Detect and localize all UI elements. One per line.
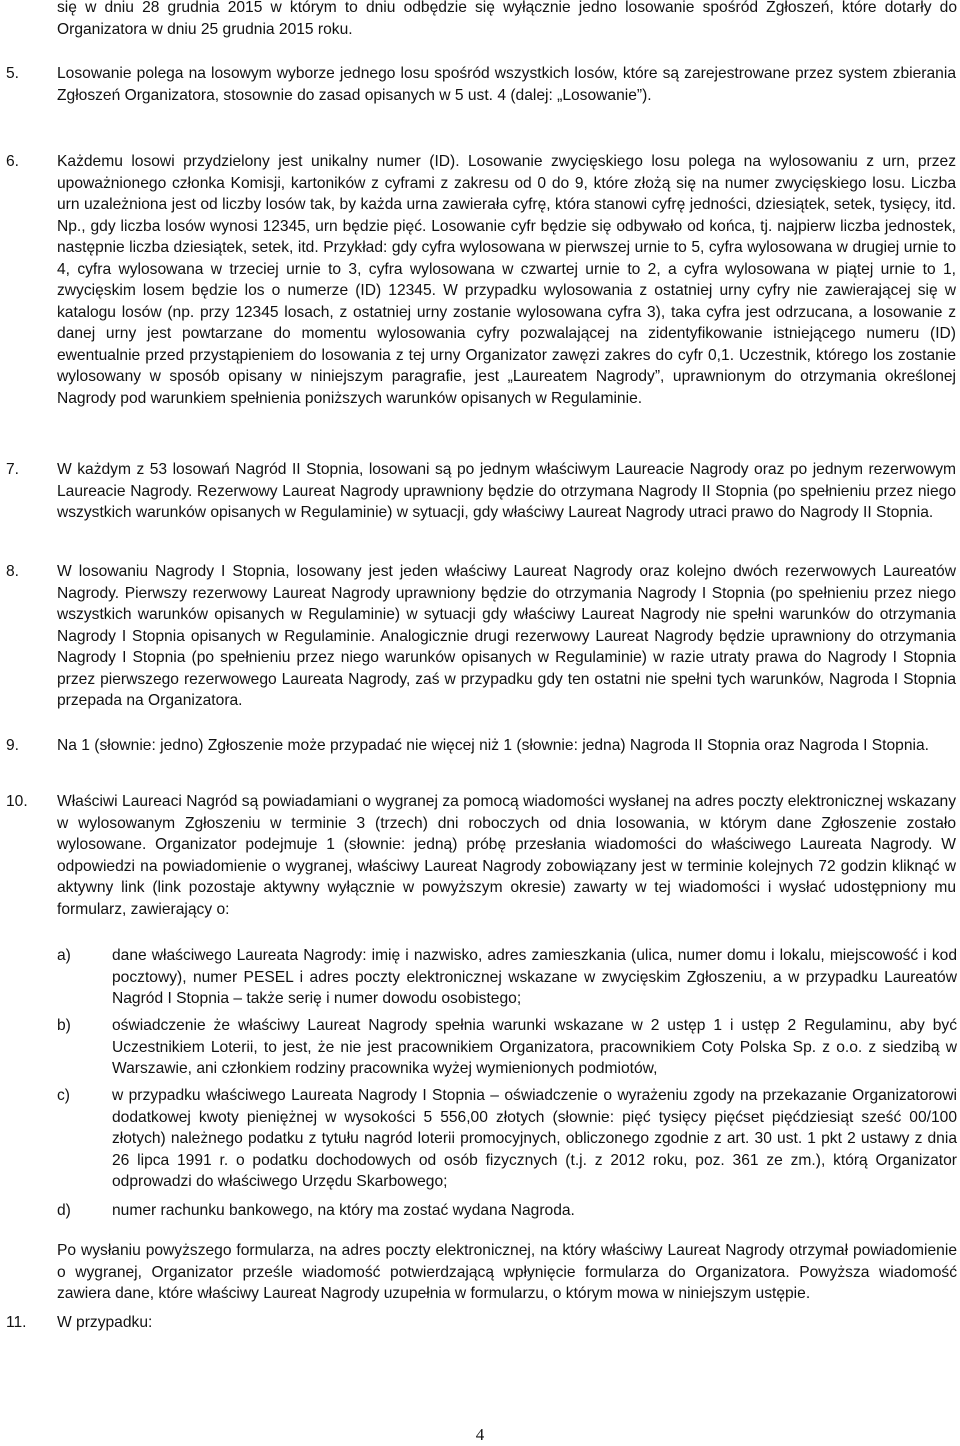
item-text: Losowanie polega na losowym wyborze jednego losu spośród wszystkich losów, które są zarejestrowane przez system zbierania Zgłoszeń Organizatora, stosownie do zasad opisanych w 5 ust. 4 (dalej: „Losowanie”).: [57, 65, 956, 104]
list-item-6: [6, 151, 956, 409]
list-item-10: [6, 791, 956, 920]
sub-item-d: [57, 1200, 957, 1222]
list-item-11: [6, 1312, 956, 1334]
item-text: W losowaniu Nagrody I Stopnia, losowany jest jeden właściwy Laureat Nagrody oraz kolejno dwóch rezerwowych Laureatów Nagrody. Pierwszy rezerwowy Laureat Nagrody uprawniony będzie do otrzymania Nagrody I Stopnia (po spełnieniu przez niego wszystkich warunków opisanych w Regulaminie) w sytuacji gdy właściwy Laureat Nagrody nie spełni warunków do otrzymania Nagrody I Stopnia opisanych w Regulaminie. Analogicznie drugi rezerwowy Laureat Nagrody będzie uprawniony do otrzymania Nagrody I Stopnia (po spełnieniu przez niego warunków opisanych w Regulaminie) w razie utraty prawa do Nagrody I Stopnia przez pierwszego rezerwowego Laureata Nagrody, zaś w przypadku gdy ten ostatni nie spełni tych warunków, Nagroda I Stopnia przepada na Organizatora.: [57, 563, 956, 709]
sub-item-letter: c): [57, 1087, 70, 1104]
sub-item-letter: d): [57, 1202, 71, 1219]
item-text: Każdemu losowi przydzielony jest unikalny numer (ID). Losowanie zwycięskiego losu polega na wylosowaniu z urn, przez upoważnionego członka Komisji, kartoników z cyframi z zakresu od 0 do 9, które złożą się na numer zwycięskiego losu. Liczba urn uzależniona jest od liczby losów tak, by każda urna zawierała cyfrę, która stanowi cyfrę jedności, dziesiątek, setek, tysięcy, itd. Np., gdy liczba losów wynosi 12345, urn będzie pięć. Losowanie cyfr będzie się odbywało od końca, tj. najpierw liczba jednostek, następnie liczba dziesiątek, setek, itd. Przykład: gdy cyfra wylosowana w pierwszej urnie to 5, cyfra wylosowana w drugiej urnie to 4, cyfra wylosowana w trzeciej urnie to 3, cyfra wylosowana w czwartej urnie to 2, a cyfra wylosowana w piątej urnie to 1, zwycięskim losem będzie los o numerze (ID) 12345. W przypadku wylosowania z ostatniej urny cyfry nie zawierającej się w katalogu losów (np. przy 12345 losach, z ostatniej urny zostanie wylosowana cyfra 3), taka cyfra jest odrzucana, a losowanie z danej urny jest powtarzane do momentu wylosowania cyfry pozwalającej na zidentyfikowanie istniejącego numeru (ID) ewentualnie przed przystąpieniem do losowania z tej urny Organizator zawęzi zakres do cyfr 0,1. Uczestnik, którego los zostanie wylosowany w sposób opisany w niniejszym paragrafie, jest „Laureatem Nagrody”, uprawnionym do otrzymania określonej Nagrody pod warunkiem spełnienia poniższych warunków opisanych w Regulaminie.: [57, 153, 956, 407]
item-number: 9.: [6, 737, 20, 754]
item-number: 10.: [6, 793, 28, 810]
item-number: 8.: [6, 563, 20, 580]
item-number: 7.: [6, 461, 20, 478]
item-number: 5.: [6, 65, 20, 82]
list-item-9: [6, 735, 956, 757]
sub-item-c: [57, 1085, 957, 1193]
continuation-paragraph: się w dniu 28 grudnia 2015 w którym to dniu odbędzie się wyłącznie jedno losowanie spośród Zgłoszeń, które dotarły do Organizatora w dniu 25 grudnia 2015 roku.: [57, 0, 957, 38]
sub-item-text: dane właściwego Laureata Nagrody: imię i nazwisko, adres zamieszkania (ulica, numer domu i lokalu, miejscowość i kod pocztowy), numer PESEL i adres poczty elektronicznej wskazane w zwycięskim Zgłoszeniu, a w przypadku Laureatów Nagród I Stopnia – także serię i numer dowodu osobistego;: [112, 947, 957, 1007]
item-number: 6.: [6, 153, 20, 170]
sub-item-text: w przypadku właściwego Laureata Nagrody I Stopnia – oświadczenie o wyrażeniu zgody na przekazanie Organizatorowi dodatkowej kwoty pieniężnej w wysokości 5 556,00 złotych (słownie: pięć tysięcy pięćset pięćdziesiąt sześć 00/100 złotych) należnego podatku z tytułu nagród loterii promocyjnych, obliczonego zgodnie z art. 30 ust. 1 pkt 2 ustawy z dnia 26 lipca 1991 r. o podatku dochodowych od osób fizycznych (t.j. z 2012 roku, poz. 361 ze zm.), którą Organizator odprowadzi do właściwego Urzędu Skarbowego;: [112, 1087, 957, 1190]
item-text: Na 1 (słownie: jedno) Zgłoszenie może przypadać nie więcej niż 1 (słownie: jedna) Nagroda II Stopnia oraz Nagroda I Stopnia.: [57, 737, 929, 754]
item-text: Właściwi Laureaci Nagród są powiadamiani o wygranej za pomocą wiadomości wysłanej na adres poczty elektronicznej wskazany w wylosowanym Zgłoszeniu w terminie 3 (trzech) dni roboczych od dnia losowania, w którym dane Zgłoszenie zostało wylosowane. Organizator podejmuje 1 (słownie: jedną) próbę przesłania wiadomości do właściwego Laureata Nagrody. W odpowiedzi na powiadomienie o wygranej, właściwy Laureat Nagrody zobowiązany jest w terminie kolejnych 72 godzin kliknąć w aktywny link (link pozostaje aktywny wyłącznie w powyższym okresie) zawarty w tej wiadomości i wysłać udostępniony mu formularz, zawierający o:: [57, 793, 956, 918]
item-text: W przypadku:: [57, 1314, 153, 1331]
page-number: 4: [475, 1425, 485, 1444]
sub-item-a: [57, 945, 957, 1010]
closing-paragraph: Po wysłaniu powyższego formularza, na adres poczty elektronicznej, na który właściwy Laureat Nagrody otrzymał powiadomienie o wygranej, Organizator prześle wiadomość potwierdzającą wpłynięcie formularza do Organizatora. Powyższa wiadomość zawiera dane, które właściwy Laureat Nagrody uzupełnia w formularzu, o którym mowa w niniejszym ustępie.: [57, 1242, 957, 1302]
sub-item-text: numer rachunku bankowego, na który ma zostać wydana Nagroda.: [112, 1202, 575, 1219]
list-item-8: [6, 561, 956, 712]
item-text: W każdym z 53 losowań Nagród II Stopnia, losowani są po jednym właściwym Laureacie Nagrody oraz po jednym rezerwowym Laureacie Nagrody. Rezerwowy Laureat Nagrody uprawniony będzie do otrzymana Nagrody II Stopnia (po spełnieniu przez niego wszystkich warunków opisanych w Regulaminie) w sytuacji, gdy właściwy Laureat Nagrody utraci prawo do Nagrody II Stopnia.: [57, 461, 956, 521]
sub-item-letter: a): [57, 947, 71, 964]
list-item-5: [6, 63, 956, 106]
item-number: 11.: [6, 1314, 27, 1331]
list-item-7: [6, 459, 956, 524]
sub-item-text: oświadczenie że właściwy Laureat Nagrody spełnia warunki wskazane w 2 ustęp 1 i ustęp 2 Regulaminu, aby być Uczestnikiem Loterii, to jest, że nie jest pracownikiem Organizatora, pracownikiem Coty Polska Sp. z o.o. z siedzibą w Warszawie, ani członkiem rodziny pracownika wyżej wymienionych podmiotów,: [112, 1017, 957, 1077]
sub-item-letter: b): [57, 1017, 71, 1034]
sub-item-b: [57, 1015, 957, 1080]
